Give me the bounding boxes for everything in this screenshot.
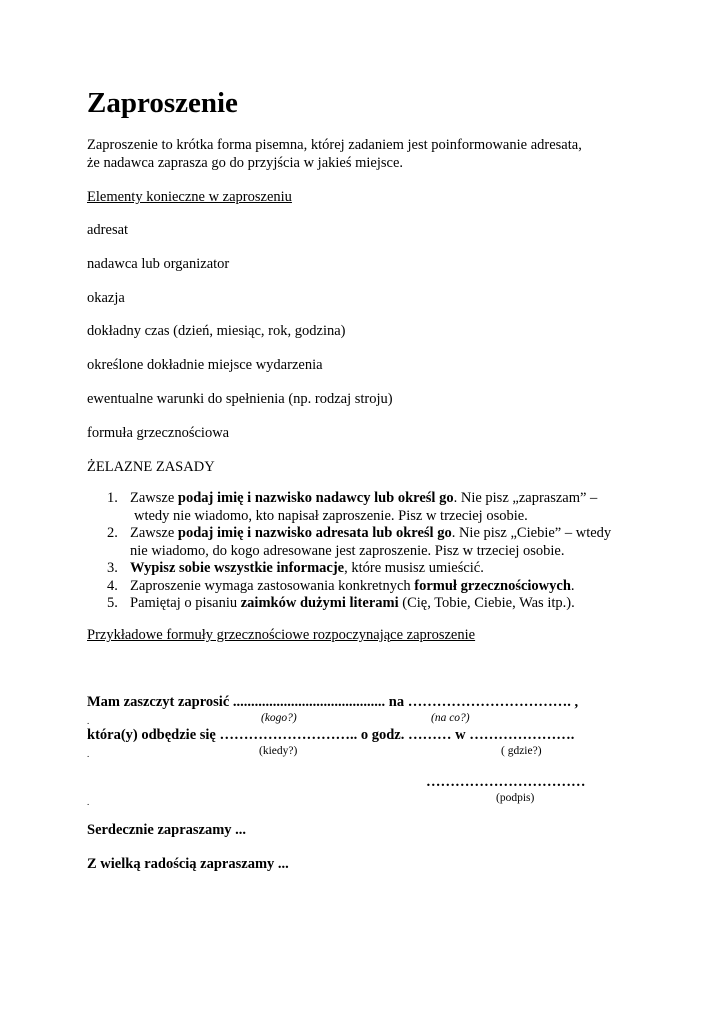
element-item: nadawca lub organizator (87, 256, 230, 272)
hint-kogo: (kogo?) (261, 712, 297, 724)
page-title: Zaproszenie (87, 87, 238, 119)
element-item: ewentualne warunki do spełnienia (np. rodzaj stroju) (87, 391, 393, 407)
rule-text: Zaproszenie wymaga zastosowania konkretnych (130, 577, 415, 594)
rule-text: . Nie pisz „zapraszam” – (453, 490, 598, 506)
rules-heading: ŻELAZNE ZASADY (87, 459, 215, 475)
rule-text: . Nie pisz „Ciebie” – wtedy (451, 525, 612, 541)
rule-number: 2. (107, 525, 118, 541)
rule-number: 4. (107, 577, 118, 594)
rule-item (87, 560, 627, 578)
rule-item (87, 595, 627, 613)
rule-number: 5. (107, 595, 118, 611)
intro-line-1: Zaproszenie to krótka forma pisemna, której zadaniem jest poinformowanie adresata, (87, 137, 582, 153)
elements-heading: Elementy konieczne w zaproszeniu (87, 189, 292, 205)
element-item: adresat (87, 222, 129, 238)
rule-bold-text: podaj imię i nazwisko adresata lub określ go (177, 525, 452, 541)
signature-line: …………………………… (426, 774, 586, 790)
rule-item (87, 578, 627, 596)
formula-dot: . (87, 749, 90, 759)
rule-bold-text: Wypisz sobie wszystkie informacje (130, 560, 345, 576)
closing-formula-1: Serdecznie zapraszamy ... (87, 822, 247, 838)
rule-bold-text: formuł grzecznościowych (414, 577, 571, 594)
rule-bold-text: zaimków dużymi literami (240, 595, 399, 611)
hint-podpis: (podpis) (496, 792, 535, 804)
element-item: określone dokładnie miejsce wydarzenia (87, 357, 323, 373)
rule-text: , które musisz umieścić. (344, 560, 484, 576)
element-item: okazja (87, 290, 125, 306)
intro-line-2: że nadawca zaprasza go do przyjścia w jakieś miejsce. (87, 155, 404, 171)
closing-formula-2: Z wielką radością zapraszamy ... (87, 856, 289, 872)
hint-gdzie: ( gdzie?) (501, 745, 542, 757)
rule-number: 3. (107, 560, 118, 576)
formula-dot: . (87, 716, 90, 726)
formulas-heading: Przykładowe formuły grzecznościowe rozpoczynające zaproszenie (87, 627, 476, 643)
formula-line-1: Mam zaszczyt zaprosić .......................................... na ……………………………. , (87, 694, 579, 710)
rule-item (87, 490, 627, 525)
element-item: formuła grzecznościowa (87, 425, 230, 441)
formula-line-2: która(y) odbędzie się ……………………….. o godz. ……… w …………………. (87, 727, 575, 743)
rule-item (87, 525, 627, 560)
rule-text-continued: nie wiadomo, do kogo adresowane jest zaproszenie. Pisz w trzeciej osobie. (130, 542, 565, 559)
rule-text: Pamiętaj o pisaniu (130, 595, 241, 611)
rule-bold-text: podaj imię i nazwisko nadawcy lub określ go (177, 490, 454, 506)
rule-text: Zawsze (130, 525, 178, 541)
rules-list (87, 490, 627, 613)
hint-kiedy: (kiedy?) (259, 745, 298, 757)
element-item: dokładny czas (dzień, miesiąc, rok, godzina) (87, 323, 346, 339)
hint-na-co: (na co?) (431, 712, 470, 724)
rule-text: (Cię, Tobie, Ciebie, Was itp.). (398, 595, 575, 611)
rule-text-continued: wtedy nie wiadomo, kto napisał zaproszenie. Pisz w trzeciej osobie. (134, 507, 528, 524)
rule-text: Zawsze (130, 490, 178, 506)
formula-dot: . (87, 797, 90, 807)
rule-number: 1. (107, 490, 118, 506)
rule-text: . (570, 577, 575, 594)
